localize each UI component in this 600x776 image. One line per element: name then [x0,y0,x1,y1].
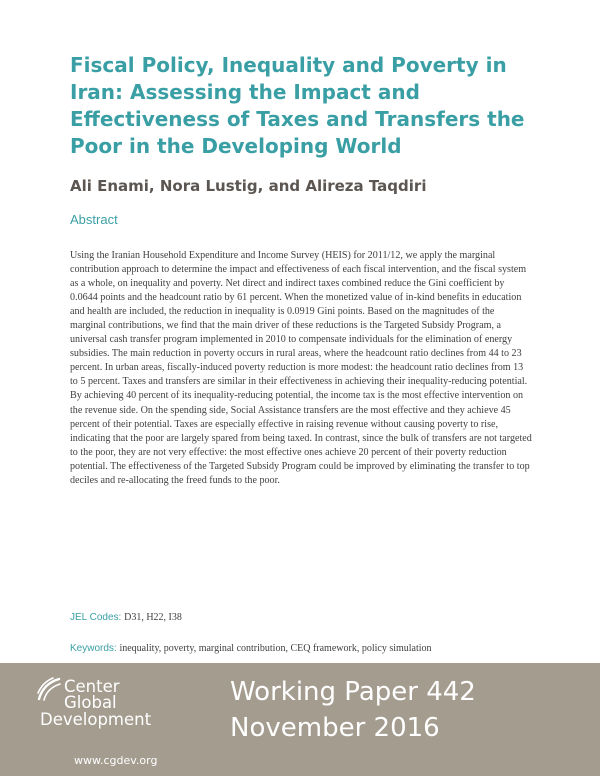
jel-codes-value: D31, H22, I38 [124,612,182,623]
cgd-swirl-icon [36,676,62,702]
publication-date: November 2016 [230,713,440,743]
logo-text-center: Center [64,677,120,696]
keywords-line [70,642,432,655]
author-list: Ali Enami, Nora Lustig, and Alireza Taqdiri [70,177,427,195]
logo-text-global: Global [64,693,117,712]
working-paper-number: Working Paper 442 [230,677,476,707]
abstract-text: Using the Iranian Household Expenditure and Income Survey (HEIS) for 2011/12, we apply the marginal contribution approach to determine the impact and effectiveness of each fiscal intervention, and the fiscal system as a whole, on inequality and poverty. Net direct and indirect taxes combined reduce the Gini coefficient by 0.0644 points and the headcount ratio by 61 percent. When the monetized value of in-kind benefits in education and health are included, the reduction in inequality is 0.0919 Gini points. Based on the magnitudes of the marginal contributions, we find that the main driver of these reductions is the Targeted Subsidy Program, a universal cash transfer program implemented in 2010 to compensate individuals for the elimination of energy subsidies. The main reduction in poverty occurs in rural areas, where the headcount ratio declines from 44 to 23 percent. In urban areas, fiscally-induced poverty reduction is more modest: the headcount ratio declines from 13 to 5 percent. Taxes and transfers are similar in their effectiveness in achieving their inequality-reducing potential. By achieving 40 percent of its inequality-reducing potential, the income tax is the most effective intervention on the revenue side. On the spending side, Social Assistance transfers are the most effective and they achieve 45 percent of their potential. Taxes are especially effective in raising revenue without causing poverty to rise, indicating that the poor are largely spared from being taxed. In contrast, since the bulk of transfers are not targeted to the poor, they are not very effective: the most effective ones achieve 20 percent of their poverty reduction potential. The effectiveness of the Targeted Subsidy Program could be improved by eliminating the transfer to top deciles and re-allocating the freed funds to the poor. [70,250,532,486]
cgd-logo [36,674,206,744]
jel-codes-label: JEL Codes: [70,612,122,623]
paper-title: Fiscal Policy, Inequality and Poverty in Iran: Assessing the Impact and Effectiveness of Taxes and Transfers the Poor in the Developing World [70,53,525,158]
logo-text-development: Development [40,710,152,729]
keywords-value: inequality, poverty, marginal contribution, CEQ framework, policy simulation [119,643,432,654]
jel-codes-line [70,611,182,624]
abstract-heading: Abstract [70,212,118,227]
keywords-label: Keywords: [70,643,117,654]
website-link[interactable]: www.cgdev.org [74,754,158,767]
